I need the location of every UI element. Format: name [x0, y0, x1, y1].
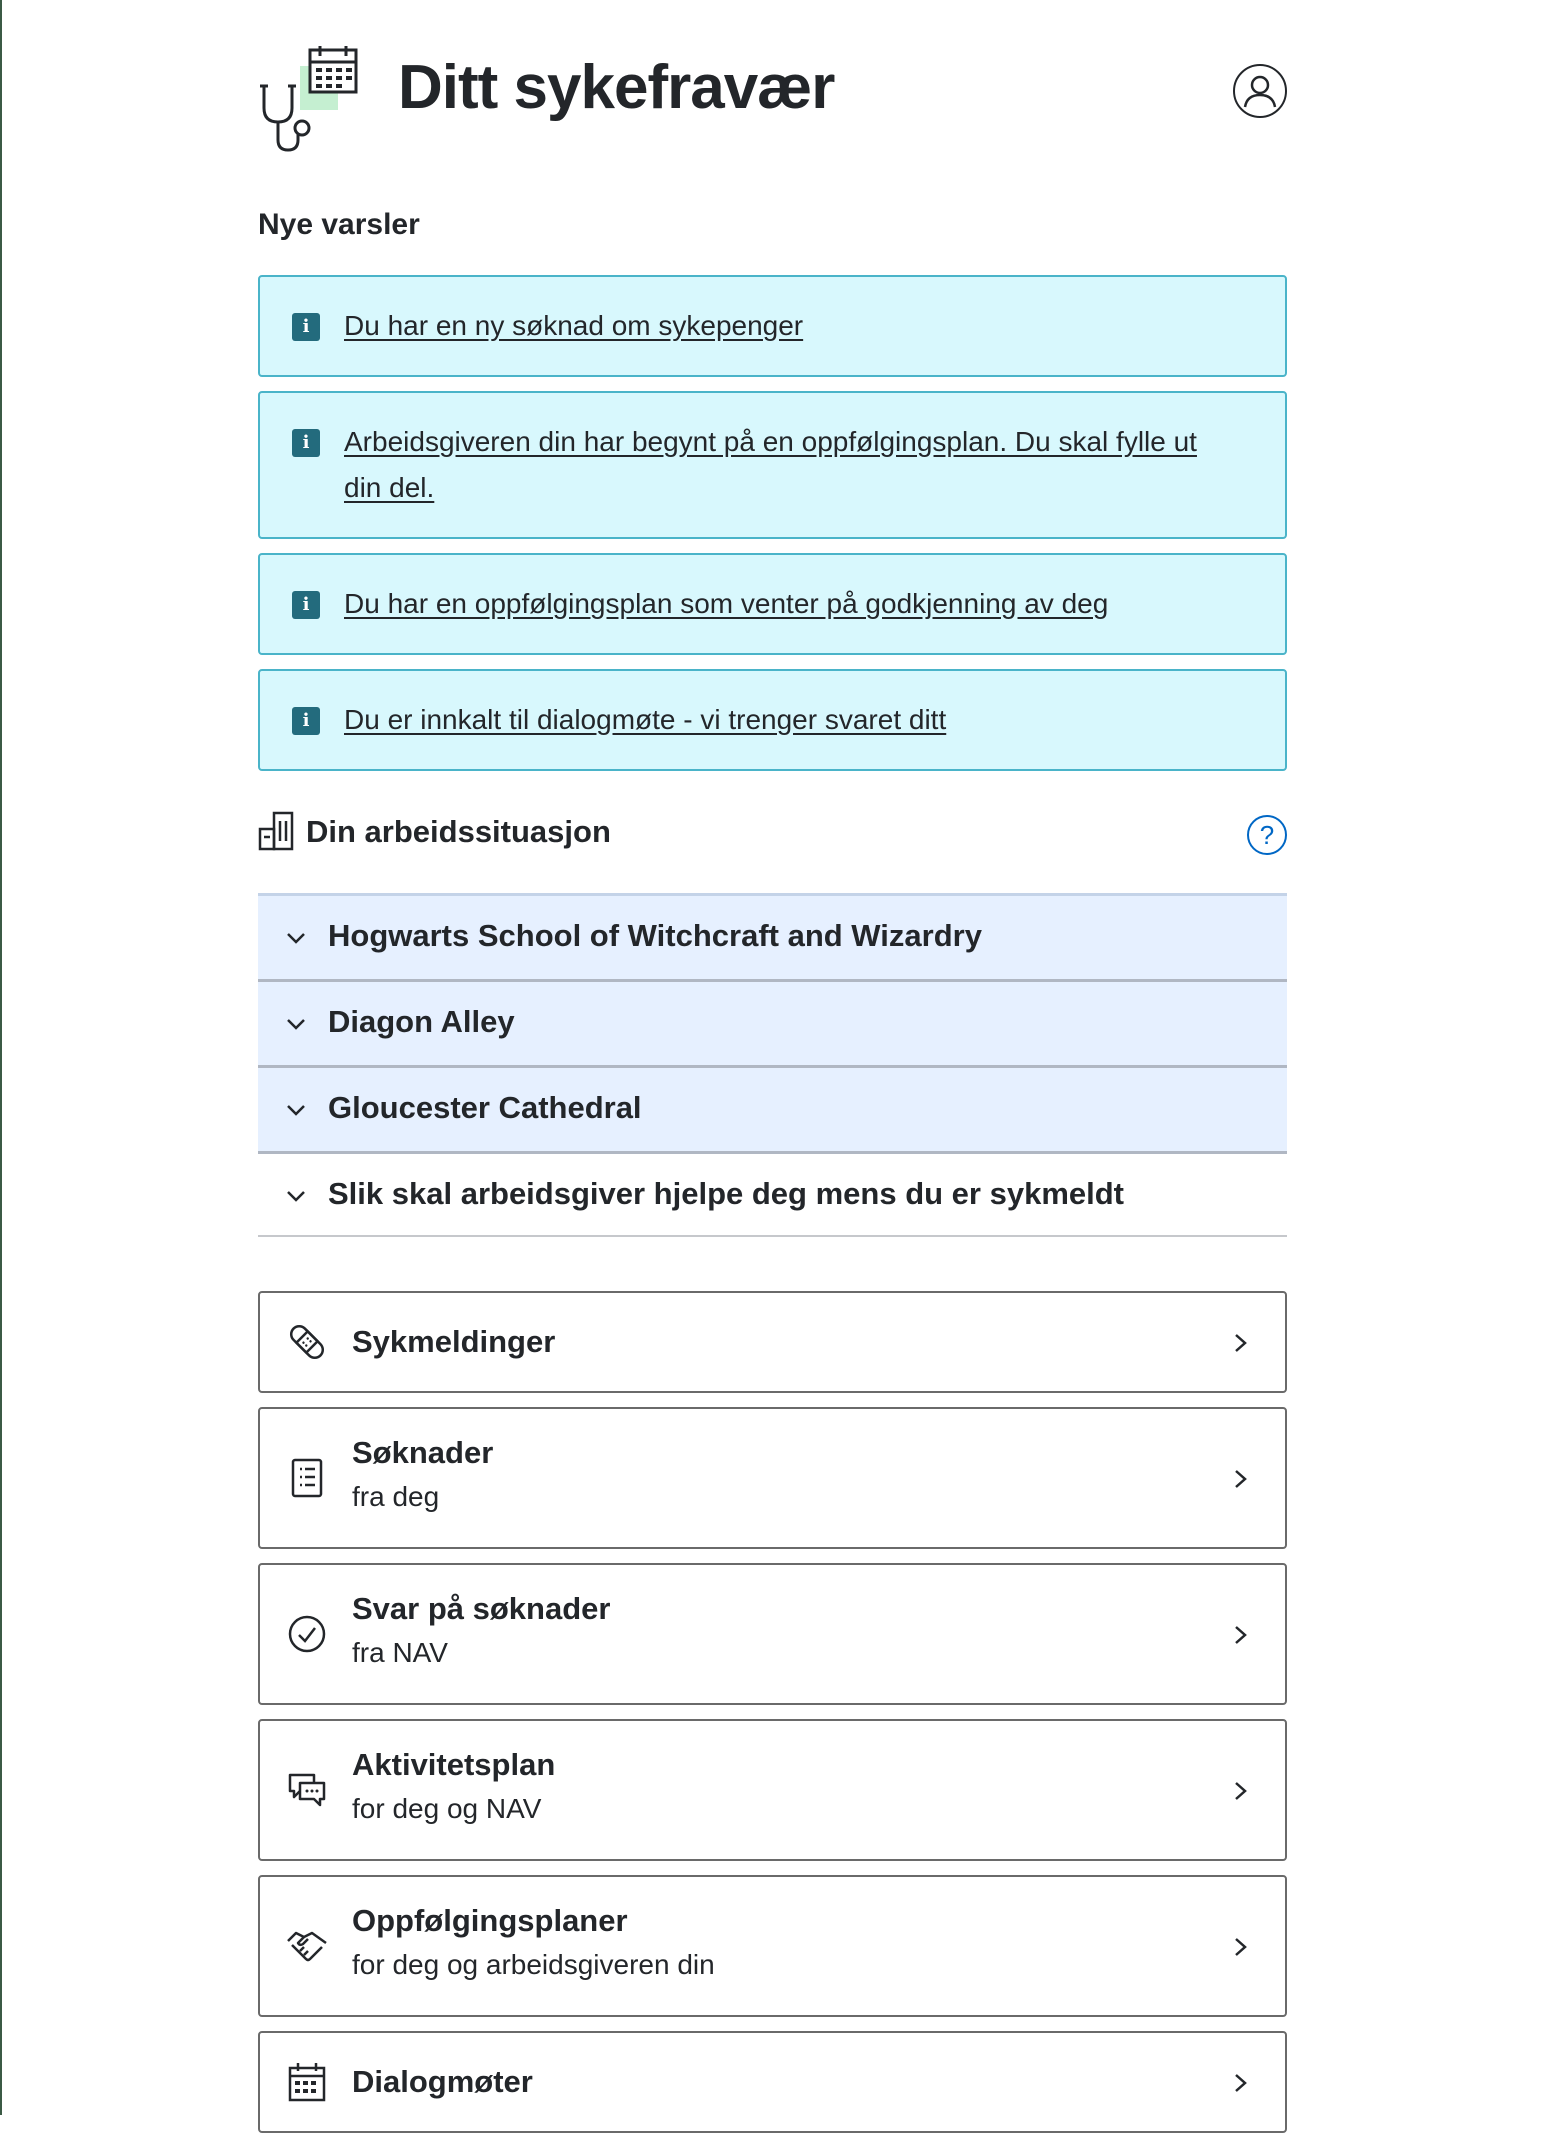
sykmeldinger-link-panel[interactable]	[258, 1291, 1287, 1393]
handshake-icon	[286, 1925, 328, 1967]
employer-help-accordion-item[interactable]	[258, 1151, 1287, 1237]
notification-alert[interactable]	[258, 669, 1287, 771]
checklist-icon	[286, 1457, 328, 1499]
employer-name: Hogwarts School of Witchcraft and Wizardry	[328, 918, 982, 953]
page-container	[258, 0, 1287, 2099]
work-situation-title: Din arbeidssituasjon	[306, 814, 611, 849]
building-icon	[258, 811, 296, 851]
chevron-right-icon	[1231, 1621, 1251, 1649]
notification-link[interactable]: Du har en ny søknad om sykepenger	[344, 310, 804, 341]
page-header	[258, 0, 1287, 190]
panel-title: Sykmeldinger	[352, 1324, 556, 1359]
chevron-down-icon	[284, 1012, 308, 1036]
notification-alert[interactable]	[258, 275, 1287, 377]
notifications-heading: Nye varsler	[258, 208, 420, 241]
chevron-right-icon	[1231, 1933, 1251, 1961]
info-icon: i	[292, 429, 320, 457]
notification-link[interactable]: Du har en oppfølgingsplan som venter på godkjenning av deg	[344, 588, 1109, 619]
employer-accordion-item[interactable]	[258, 1065, 1287, 1151]
chevron-right-icon	[1231, 1465, 1251, 1493]
page-title: Ditt sykefravær	[398, 53, 835, 122]
info-icon: i	[292, 313, 320, 341]
oppfolgingsplaner-link-panel[interactable]	[258, 1875, 1287, 2017]
employer-name: Gloucester Cathedral	[328, 1090, 642, 1125]
dialogmoter-link-panel[interactable]	[258, 2031, 1287, 2133]
help-button[interactable]: ?	[1247, 815, 1287, 855]
notifications-list	[258, 275, 1287, 785]
info-icon: i	[292, 707, 320, 735]
bandage-icon	[286, 1321, 328, 1363]
employer-accordion-item[interactable]	[258, 893, 1287, 979]
employer-name: Diagon Alley	[328, 1004, 515, 1039]
chevron-down-icon	[284, 1184, 308, 1208]
chevron-down-icon	[284, 926, 308, 950]
panel-subtitle: for deg og NAV	[352, 1793, 542, 1824]
panel-subtitle: fra NAV	[352, 1637, 448, 1668]
aktivitetsplan-link-panel[interactable]	[258, 1719, 1287, 1861]
employer-help-label: Slik skal arbeidsgiver hjelpe deg mens du er sykmeldt	[328, 1176, 1124, 1211]
panel-subtitle: for deg og arbeidsgiveren din	[352, 1949, 715, 1980]
user-profile-icon	[1240, 71, 1280, 111]
notification-link[interactable]: Du er innkalt til dialogmøte - vi trenger svaret ditt	[344, 704, 947, 735]
profile-button[interactable]	[1233, 64, 1287, 118]
notification-link[interactable]: Arbeidsgiveren din har begynt på en oppfølgingsplan. Du skal fylle ut din del.	[344, 426, 1197, 503]
panel-title: Dialogmøter	[352, 2064, 533, 2099]
chat-bubbles-icon	[286, 1769, 328, 1811]
chevron-right-icon	[1231, 1329, 1251, 1357]
work-situation-header	[258, 805, 1287, 861]
info-icon: i	[292, 591, 320, 619]
employer-accordion	[258, 893, 1287, 1237]
stethoscope-calendar-icon	[258, 46, 368, 156]
panel-title: Aktivitetsplan	[352, 1747, 556, 1782]
notification-alert[interactable]	[258, 391, 1287, 539]
svar-pa-soknader-link-panel[interactable]	[258, 1563, 1287, 1705]
navigation-panels	[258, 1291, 1287, 2147]
window-edge	[0, 0, 2, 2115]
notification-alert[interactable]	[258, 553, 1287, 655]
chevron-right-icon	[1231, 1777, 1251, 1805]
panel-subtitle: fra deg	[352, 1481, 440, 1512]
panel-title: Søknader	[352, 1435, 494, 1470]
chevron-down-icon	[284, 1098, 308, 1122]
calendar-icon	[286, 2061, 328, 2103]
panel-title: Oppfølgingsplaner	[352, 1903, 628, 1938]
checkmark-circle-icon	[286, 1613, 328, 1655]
employer-accordion-item[interactable]	[258, 979, 1287, 1065]
soknader-link-panel[interactable]	[258, 1407, 1287, 1549]
panel-title: Svar på søknader	[352, 1591, 611, 1626]
chevron-right-icon	[1231, 2069, 1251, 2097]
